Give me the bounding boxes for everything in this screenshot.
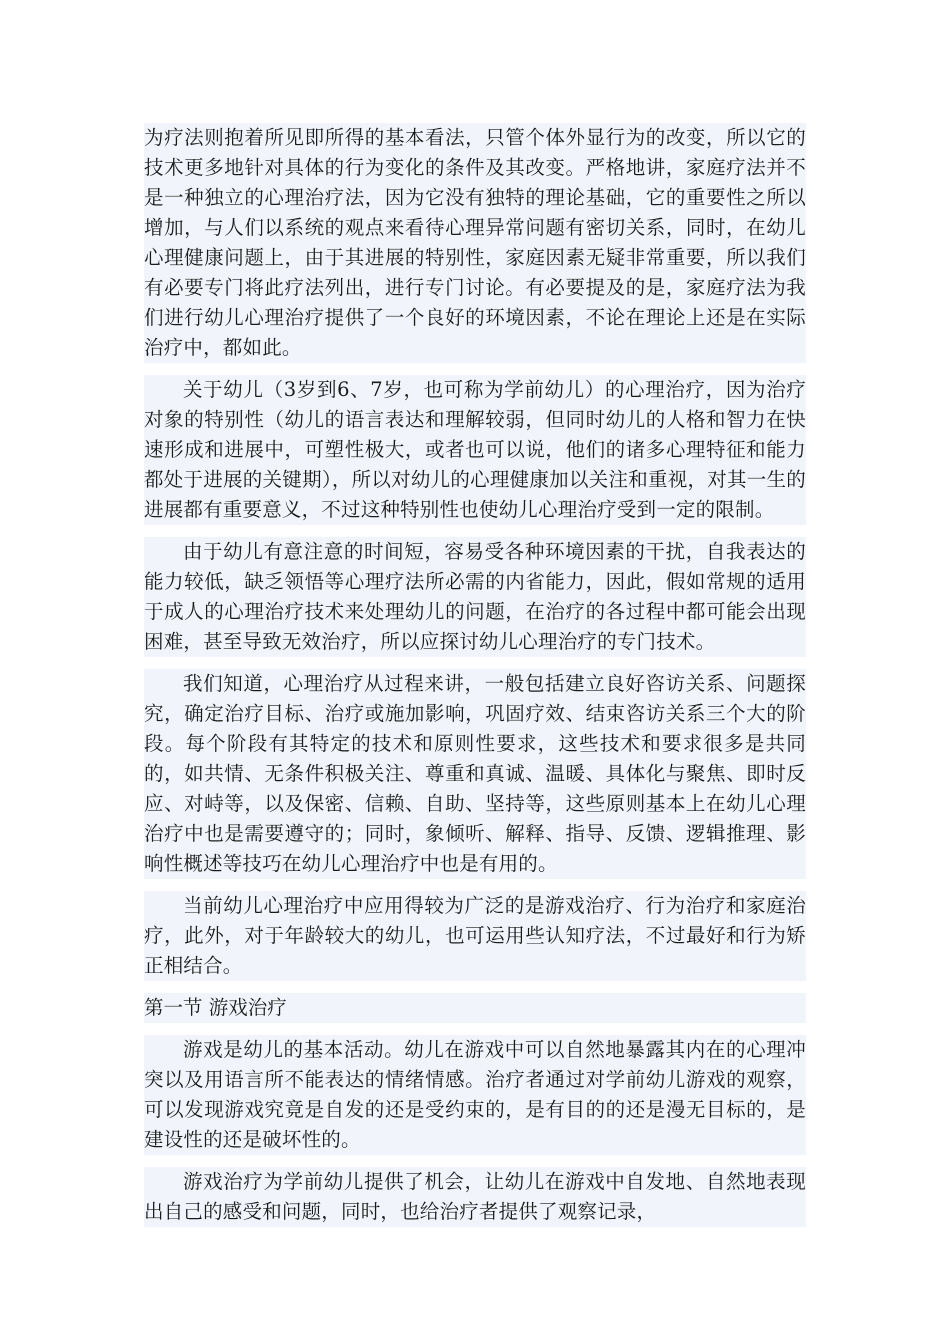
document-page	[144, 123, 806, 1227]
section-paragraph-2: 游戏治疗为学前幼儿提供了机会，让幼儿在游戏中自发地、自然地表现出自己的感受和问题，同时，也给治疗者提供了观察记录，	[144, 1167, 806, 1227]
section-heading: 第一节 游戏治疗	[144, 993, 806, 1023]
paragraph-3: 由于幼儿有意注意的时间短，容易受各种环境因素的干扰，自我表达的能力较低，缺乏领悟等心理疗法所必需的内省能力，因此，假如常规的适用于成人的心理治疗技术来处理幼儿的问题，在治疗的各过程中都可能会出现困难，甚至导致无效治疗，所以应探讨幼儿心理治疗的专门技术。	[144, 537, 806, 657]
paragraph-4: 我们知道，心理治疗从过程来讲，一般包括建立良好咨访关系、问题探究，确定治疗目标、治疗或施加影响，巩固疗效、结束咨访关系三个大的阶段。每个阶段有其特定的技术和原则性要求，这些技术和要求很多是共同的，如共情、无条件积极关注、尊重和真诚、温暖、具体化与聚焦、即时反应、对峙等，以及保密、信赖、自助、坚持等，这些原则基本上在幼儿心理治疗中也是需要遵守的；同时，象倾听、解释、指导、反馈、逻辑推理、影响性概述等技巧在幼儿心理治疗中也是有用的。	[144, 669, 806, 879]
section-paragraph-1: 游戏是幼儿的基本活动。幼儿在游戏中可以自然地暴露其内在的心理冲突以及用语言所不能表达的情绪情感。治疗者通过对学前幼儿游戏的观察，可以发现游戏究竟是自发的还是受约束的，是有目的的还是漫无目标的，是建设性的还是破坏性的。	[144, 1035, 806, 1155]
paragraph-5: 当前幼儿心理治疗中应用得较为广泛的是游戏治疗、行为治疗和家庭治疗，此外，对于年龄较大的幼儿，也可运用些认知疗法，不过最好和行为矫正相结合。	[144, 891, 806, 981]
paragraph-2: 关于幼儿（3岁到6、7岁，也可称为学前幼儿）的心理治疗，因为治疗对象的特别性（幼儿的语言表达和理解较弱，但同时幼儿的人格和智力在快速形成和进展中，可塑性极大，或者也可以说，他们的诸多心理特征和能力都处于进展的关键期），所以对幼儿的心理健康加以关注和重视，对其一生的进展都有重要意义，不过这种特别性也使幼儿心理治疗受到一定的限制。	[144, 375, 806, 525]
paragraph-1: 为疗法则抱着所见即所得的基本看法，只管个体外显行为的改变，所以它的技术更多地针对具体的行为变化的条件及其改变。严格地讲，家庭疗法并不是一种独立的心理治疗法，因为它没有独特的理论基础，它的重要性之所以增加，与人们以系统的观点来看待心理异常问题有密切关系，同时，在幼儿心理健康问题上，由于其进展的特别性，家庭因素无疑非常重要，所以我们有必要专门将此疗法列出，进行专门讨论。有必要提及的是，家庭疗法为我们进行幼儿心理治疗提供了一个良好的环境因素，不论在理论上还是在实际治疗中，都如此。	[144, 123, 806, 363]
